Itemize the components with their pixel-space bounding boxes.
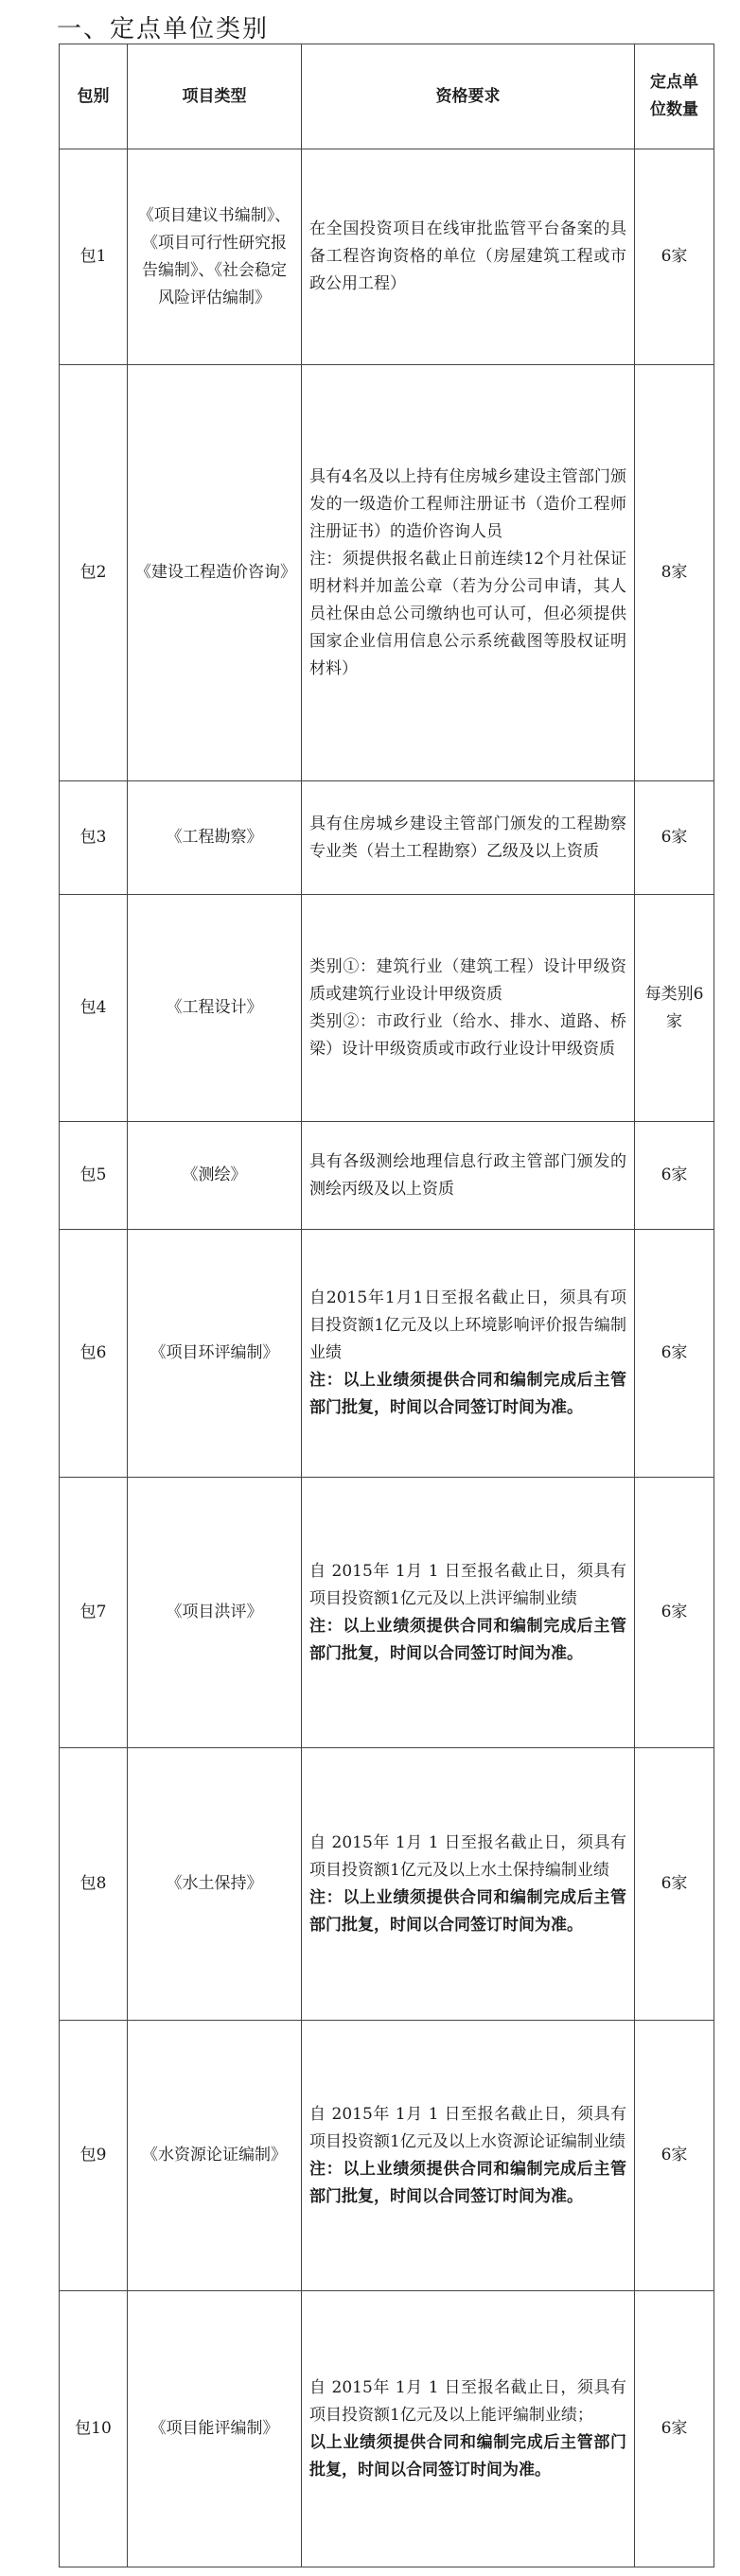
requirement-cell — [302, 365, 635, 781]
table-row — [60, 1122, 714, 1230]
project-type-cell: 《项目洪评》 — [128, 1478, 302, 1748]
requirement-text: 具有住房城乡建设主管部门颁发的工程勘察专业类（岩土工程勘察）乙级及以上资质 — [309, 814, 626, 861]
header-package: 包别 — [60, 44, 128, 149]
unit-count-cell: 6家 — [635, 149, 714, 365]
requirement-cell — [302, 895, 635, 1122]
unit-count-cell: 6家 — [635, 2291, 714, 2567]
project-type-cell: 《水土保持》 — [128, 1748, 302, 2021]
unit-count-cell: 每类别6家 — [635, 895, 714, 1122]
table-row — [60, 365, 714, 781]
table-row — [60, 2021, 714, 2291]
unit-count-cell: 8家 — [635, 365, 714, 781]
requirement-note: 注：以上业绩须提供合同和编制完成后主管部门批复，时间以合同签订时间为准。 — [309, 1887, 626, 1935]
requirement-text: 在全国投资项目在线审批监管平台备案的具备工程咨询资格的单位（房屋建筑工程或市政公用工程） — [309, 219, 626, 293]
requirement-text-extra: 注：须提供报名截止日前连续12个月社保证明材料并加盖公章（若为分公司申请，其人员社保由总公司缴纳也可认可，但必须提供国家企业信用信息公示系统截图等股权证明材料） — [309, 549, 626, 678]
requirement-text: 自2015年1月1日至报名截止日，须具有项目投资额1亿元及以上环境影响评价报告编制业绩 — [309, 1288, 626, 1362]
package-cell: 包1 — [60, 149, 128, 365]
package-cell: 包3 — [60, 781, 128, 895]
header-requirement: 资格要求 — [302, 44, 635, 149]
requirement-cell — [302, 781, 635, 895]
package-cell: 包7 — [60, 1478, 128, 1748]
unit-count-cell: 6家 — [635, 2021, 714, 2291]
designated-units-table — [59, 44, 714, 2567]
project-type-cell: 《工程勘察》 — [128, 781, 302, 895]
table-row — [60, 149, 714, 365]
table-row — [60, 1230, 714, 1478]
package-cell: 包9 — [60, 2021, 128, 2291]
requirement-text: 具有各级测绘地理信息行政主管部门颁发的测绘丙级及以上资质 — [309, 1151, 626, 1199]
requirement-text: 自 2015年 1月 1 日至报名截止日，须具有项目投资额1亿元及以上洪评编制业绩 — [309, 1561, 626, 1608]
requirement-text: 具有4名及以上持有住房城乡建设主管部门颁发的一级造价工程师注册证书（造价工程师注册证书）的造价咨询人员 — [309, 466, 626, 541]
requirement-note: 注：以上业绩须提供合同和编制完成后主管部门批复，时间以合同签订时间为准。 — [309, 1616, 626, 1663]
requirement-cell — [302, 149, 635, 365]
project-type-cell: 《工程设计》 — [128, 895, 302, 1122]
unit-count-cell: 6家 — [635, 1478, 714, 1748]
project-type-cell: 《水资源论证编制》 — [128, 2021, 302, 2291]
requirement-text: 自 2015年 1月 1 日至报名截止日，须具有项目投资额1亿元及以上能评编制业绩； — [309, 2377, 626, 2425]
requirement-note: 注：以上业绩须提供合同和编制完成后主管部门批复，时间以合同签订时间为准。 — [309, 2159, 626, 2206]
project-type-cell: 《建设工程造价咨询》 — [128, 365, 302, 781]
requirement-cell — [302, 1748, 635, 2021]
table-row — [60, 2291, 714, 2567]
table-row — [60, 1748, 714, 2021]
package-cell: 包10 — [60, 2291, 128, 2567]
requirement-text: 自 2015年 1月 1 日至报名截止日，须具有项目投资额1亿元及以上水资源论证编制业绩 — [309, 2104, 626, 2151]
package-cell: 包6 — [60, 1230, 128, 1478]
header-count: 定点单位数量 — [635, 44, 714, 149]
package-cell: 包8 — [60, 1748, 128, 2021]
table-row — [60, 1478, 714, 1748]
requirement-text: 类别①：建筑行业（建筑工程）设计甲级资质或建筑行业设计甲级资质 — [309, 956, 626, 1004]
requirement-text-extra: 类别②：市政行业（给水、排水、道路、桥梁）设计甲级资质或市政行业设计甲级资质 — [309, 1011, 626, 1059]
requirement-cell — [302, 1122, 635, 1230]
project-type-cell: 《测绘》 — [128, 1122, 302, 1230]
package-cell: 包2 — [60, 365, 128, 781]
section-heading: 一、定点单位类别 — [57, 15, 270, 44]
unit-count-cell: 6家 — [635, 1122, 714, 1230]
unit-count-cell: 6家 — [635, 1748, 714, 2021]
unit-count-cell: 6家 — [635, 781, 714, 895]
table-row — [60, 895, 714, 1122]
header-type: 项目类型 — [128, 44, 302, 149]
requirement-cell — [302, 1230, 635, 1478]
requirement-cell — [302, 1478, 635, 1748]
requirement-cell — [302, 2021, 635, 2291]
project-type-cell: 《项目建议书编制》、《项目可行性研究报告编制》、《社会稳定风险评估编制》 — [128, 149, 302, 365]
table-header-row — [60, 44, 714, 149]
project-type-cell: 《项目环评编制》 — [128, 1230, 302, 1478]
project-type-cell: 《项目能评编制》 — [128, 2291, 302, 2567]
unit-count-cell: 6家 — [635, 1230, 714, 1478]
package-cell: 包4 — [60, 895, 128, 1122]
requirement-text: 自 2015年 1月 1 日至报名截止日，须具有项目投资额1亿元及以上水土保持编制业绩 — [309, 1832, 626, 1880]
requirement-note: 注：以上业绩须提供合同和编制完成后主管部门批复，时间以合同签订时间为准。 — [309, 1371, 626, 1417]
requirement-note: 以上业绩须提供合同和编制完成后主管部门批复，时间以合同签订时间为准。 — [309, 2432, 626, 2480]
table-row — [60, 781, 714, 895]
requirement-cell — [302, 2291, 635, 2567]
package-cell: 包5 — [60, 1122, 128, 1230]
